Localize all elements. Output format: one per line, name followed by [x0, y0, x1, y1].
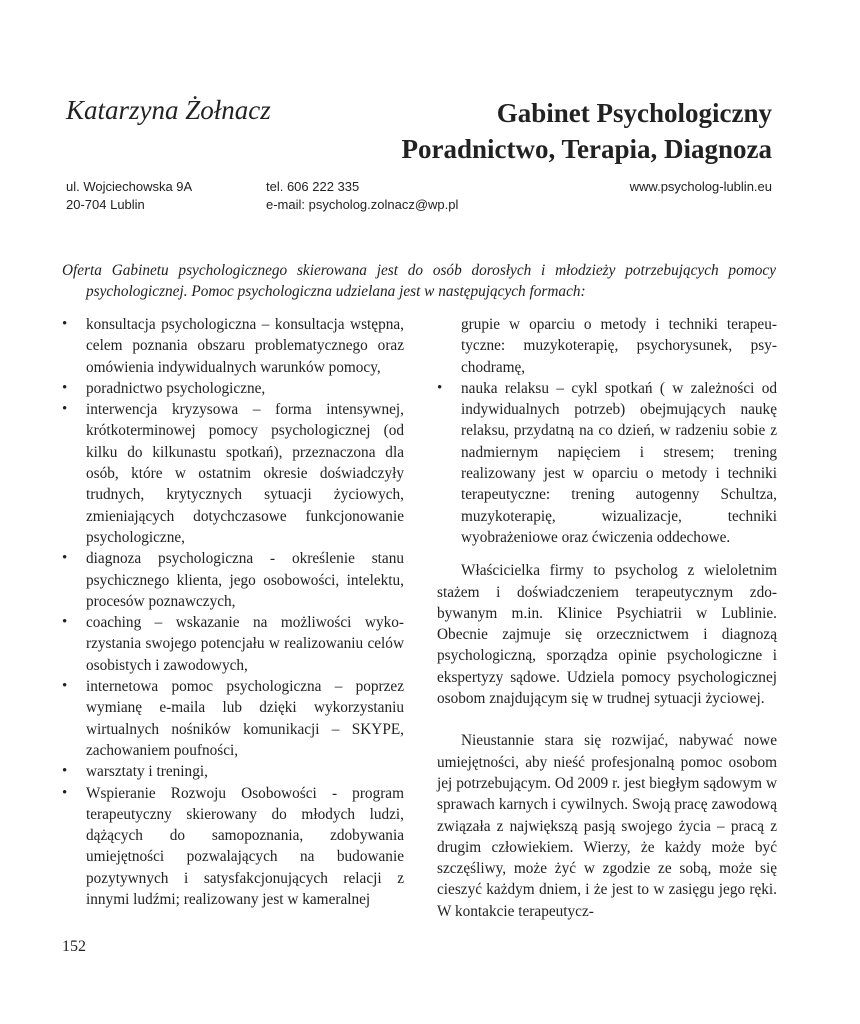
contact-website	[630, 178, 772, 196]
list-item: • interwencja kryzysowa – forma intensywnej, krótkoterminowej pomocy psychologicznej (od kilku do kilkunastu spotkań), przeznaczona dla osób, które w ostatnim okresie doświadczyły trudnych, krytycznych sytuacji życiowych, zmieniających dotychczasowe funkcjonowanie psychologiczne,	[62, 399, 404, 548]
paragraph-owner: Właścicielka firmy to psycholog z wieloletnim stażem i doświadczeniem terapeutycznym zdobywanym m.in. Klinice Psychiatrii w Lublinie. Obecnie zajmuje się orzecznictwem i diagnozą psychologiczną, sporządza opinie psychologiczne i ekspertyzy sądowe. Udziela pomocy psychologicznej osobom znajdującym się w trudnej sytuacji życiowej.	[437, 562, 777, 708]
list-item: • internetowa pomoc psychologiczna – poprzez wymianę e-maila lub dzięki wykorzystaniu wirtualnych nośników komunikacji – SKYPE, zachowaniem poufności,	[62, 676, 404, 761]
list-item-continuation: grupie w oparciu o metody i techniki terapeutyczne: muzykoterapię, psychorysunek, psychodramę,	[461, 316, 777, 376]
list-item: • warsztaty i treningi,	[62, 761, 404, 782]
contact-phone-email	[266, 178, 458, 214]
website: www.psycholog-lublin.eu	[629, 179, 772, 194]
header-title	[401, 95, 772, 167]
title-line-2: Poradnictwo, Terapia, Diagnoza	[401, 134, 772, 164]
paragraph-development: Nieustannie stara się rozwijać, nabywać nowe umiejętności, aby nieść profesjonalną pomoc osobom jej potrzebującym. Od 2009 r. jest biegłym sądowym w sprawach karnych i cywilnych. Swoją pracę zawodową związała z największą pasją swojego życia – pracą z drugim człowiekiem. Wierzy, że każdy może być szczęśliwy, może żyć w zgodzie ze sobą, może się cieszyć każdym dniem, i że jest to w zasięgu jego ręki. W kontakcie terapeutycz-	[437, 732, 777, 920]
list-item: • Wspieranie Rozwoju Osobowości - program terapeutyczny skierowany do młodych ludzi, dążących do samopoznania, zdobywania umiejętności pozwalających na budowanie pozytywnych i satysfakcjonujących relacji z innymi ludźmi; realizowany jest w kameralnej	[62, 783, 404, 911]
street: ul. Wojciechowska 9A	[66, 179, 193, 194]
right-column	[437, 314, 777, 922]
list-item: • konsultacja psychologiczna – konsultacja wstępna, celem poznania obszaru problematycznego oraz omówienia indywidualnych warunków pomocy,	[62, 314, 404, 378]
list-item: • diagnoza psychologiczna - określenie stanu psychicznego klienta, jego osobowości, intelektu, procesów poznawczych,	[62, 548, 404, 612]
list-item: • poradnictwo psychologiczne,	[62, 378, 404, 399]
title-line-1: Gabinet Psychologiczny	[496, 98, 772, 128]
phone: tel. 606 222 335	[266, 179, 360, 194]
offer-list	[62, 314, 404, 910]
list-item: • coaching – wskazanie na możliwości wykorzystania swojego potencjału w realizowaniu celów osobistych i zawodowych,	[62, 612, 404, 676]
intro-paragraph	[62, 260, 776, 302]
page-number: 152	[62, 938, 86, 955]
city: 20-704 Lublin	[66, 197, 145, 212]
offer-list-continued	[437, 378, 777, 548]
author-name: Katarzyna Żołnacz	[66, 95, 271, 125]
intro-text: Oferta Gabinetu psychologicznego skierowana jest do osób dorosłych i młodzieży potrzebujących pomocy psychologicznej. Pomoc psychologiczna udzielana jest w następujących formach:	[62, 262, 776, 300]
left-column	[62, 314, 404, 910]
email: e-mail: psycholog.zolnacz@wp.pl	[266, 197, 459, 212]
list-item: • nauka relaksu – cykl spotkań ( w zależności od indywidualnych potrzeb) obejmujących naukę relaksu, przydatną na co dzień, w radzeniu sobie z nadmiernym napięciem i stresem; trening realizowany jest w oparciu o metody i techniki terapeutyczne: trening autogenny Schultza, muzykoterapię, wizualizacje, techniki wyobrażeniowe oraz ćwiczenia oddechowe.	[437, 378, 777, 548]
contact-address	[66, 178, 192, 214]
